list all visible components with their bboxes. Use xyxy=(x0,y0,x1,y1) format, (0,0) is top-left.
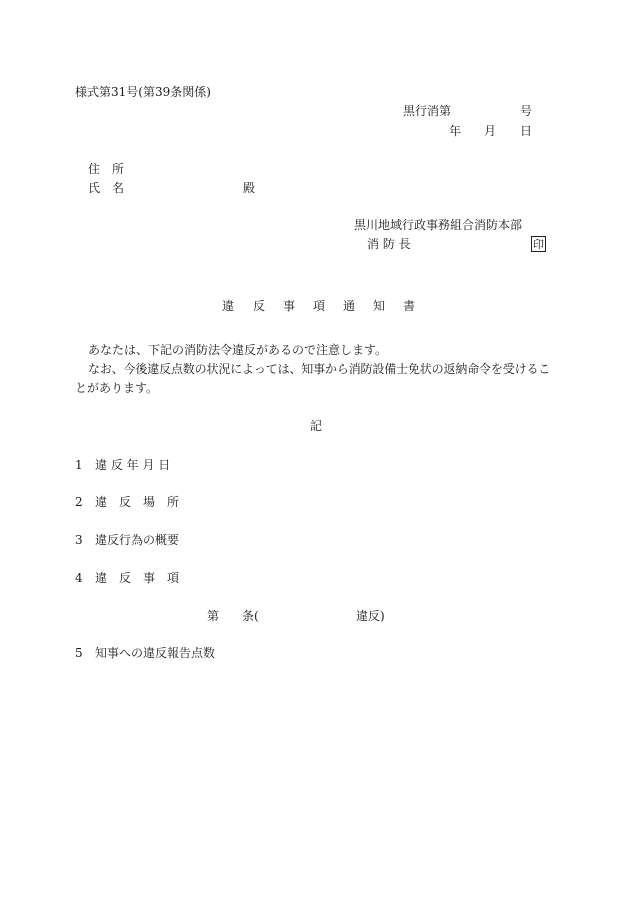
title-char: 書 xyxy=(403,299,416,313)
form-number: 様式第31号(第39条関係) xyxy=(75,85,211,99)
item-number: 1 xyxy=(75,458,83,472)
title-char: 通 xyxy=(343,299,356,313)
doc-number-suffix: 号 xyxy=(520,104,533,118)
doc-number-prefix: 黒行消第 xyxy=(403,104,452,118)
item-number: 4 xyxy=(75,571,83,585)
title-char: 項 xyxy=(313,299,326,313)
item-label: 知事への違反報告点数 xyxy=(95,646,216,660)
issuer-organization: 黒川地域行政事務組合消防本部 xyxy=(354,218,523,232)
item-label: 違 反 年 月 日 xyxy=(95,458,171,472)
date-day: 日 xyxy=(520,124,533,138)
item-label: 違 反 場 所 xyxy=(95,495,180,509)
article-ihan: 違反) xyxy=(356,609,385,623)
item-number: 5 xyxy=(75,646,83,660)
title-char: 違 xyxy=(222,299,235,313)
date-month: 月 xyxy=(484,124,497,138)
seal-label: 印 xyxy=(533,237,544,251)
article-jou: 条( xyxy=(242,609,259,623)
body-paragraph-2-line-2: とがあります。 xyxy=(75,381,159,395)
body-paragraph-2-line-1: なお、今後違反点数の状況によっては、知事から消防設備士免状の返納命令を受けるこ xyxy=(88,362,551,376)
title-char: 事 xyxy=(283,299,296,313)
name-label: 氏 名 xyxy=(88,181,125,195)
issuer-title: 消 防 長 xyxy=(367,237,411,251)
date-year: 年 xyxy=(449,124,462,138)
body-paragraph-1: あなたは、下記の消防法令違反があるので注意します。 xyxy=(88,343,388,357)
seal-stamp-box xyxy=(531,236,546,252)
ki-heading: 記 xyxy=(310,419,323,433)
item-number: 3 xyxy=(75,533,83,547)
recipient-honorific: 殿 xyxy=(243,181,256,195)
title-char: 反 xyxy=(253,299,266,313)
address-label: 住 所 xyxy=(88,162,125,176)
item-number: 2 xyxy=(75,495,83,509)
article-dai: 第 xyxy=(207,609,220,623)
item-label: 違反行為の概要 xyxy=(95,533,180,547)
title-char: 知 xyxy=(373,299,386,313)
item-label: 違 反 事 項 xyxy=(95,571,180,585)
